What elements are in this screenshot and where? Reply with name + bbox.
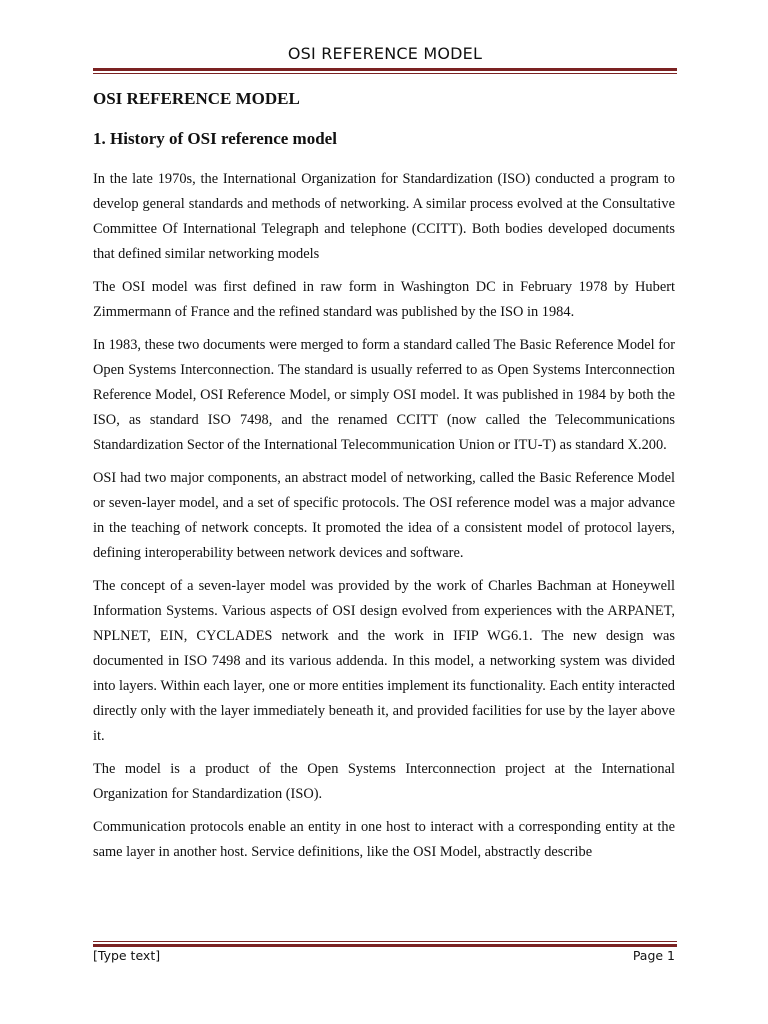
- paragraph-4: OSI had two major components, an abstract model of networking, called the Basic Reference Model or seven-layer model, and a set of specific protocols. The OSI reference model was a major advance in the teaching of network concepts. It promoted the idea of a consistent model of protocol layers, defining interoperability between network devices and software.: [93, 470, 675, 561]
- document-body: [93, 86, 675, 865]
- page-number: Page 1: [632, 948, 675, 963]
- running-header: OSI REFERENCE MODEL: [287, 44, 483, 63]
- footer-rule-thin: [93, 941, 677, 942]
- header-rule-thin: [93, 73, 677, 74]
- footer-rule: [93, 944, 677, 947]
- paragraph-3: In 1983, these two documents were merged to form a standard called The Basic Reference Model for Open Systems Interconnection. The standard is usually referred to as Open Systems Interconnection Reference Model, OSI Reference Model, or simply OSI model. It was published in 1984 by both the ISO, as standard ISO 7498, and the renamed CCITT (now called the Telecommunications Standardization Sector of the International Telecommunication Union or ITU-T) as standard X.200.: [93, 337, 675, 453]
- footer-placeholder-text: [Type text]: [93, 948, 161, 963]
- paragraph-1: In the late 1970s, the International Organization for Standardization (ISO) conducted a program to develop general standards and methods of networking. A similar process evolved at the Consultative Committee Of International Telegraph and telephone (CCITT). Both bodies developed documents that defined similar networking models: [93, 171, 675, 262]
- document-title: OSI REFERENCE MODEL: [93, 89, 300, 108]
- paragraph-2: The OSI model was first defined in raw form in Washington DC in February 1978 by Hubert Zimmermann of France and the refined standard was published by the ISO in 1984.: [93, 279, 675, 320]
- paragraph-6: The model is a product of the Open Systems Interconnection project at the International Organization for Standardization (ISO).: [93, 761, 675, 802]
- paragraph-5: The concept of a seven-layer model was provided by the work of Charles Bachman at Honeywell Information Systems. Various aspects of OSI design evolved from experiences with the ARPANET, NPLNET, EIN, CYCLADES network and the work in IFIP WG6.1. The new design was documented in ISO 7498 and its various addenda. In this model, a networking system was divided into layers. Within each layer, one or more entities implement its functionality. Each entity interacted directly only with the layer immediately beneath it, and provided facilities for use by the layer above it.: [93, 578, 675, 744]
- paragraph-7: Communication protocols enable an entity in one host to interact with a corresponding entity at the same layer in another host. Service definitions, like the OSI Model, abstractly describe: [93, 819, 675, 860]
- header-rule: [93, 68, 677, 71]
- section-title: 1. History of OSI reference model: [93, 129, 337, 148]
